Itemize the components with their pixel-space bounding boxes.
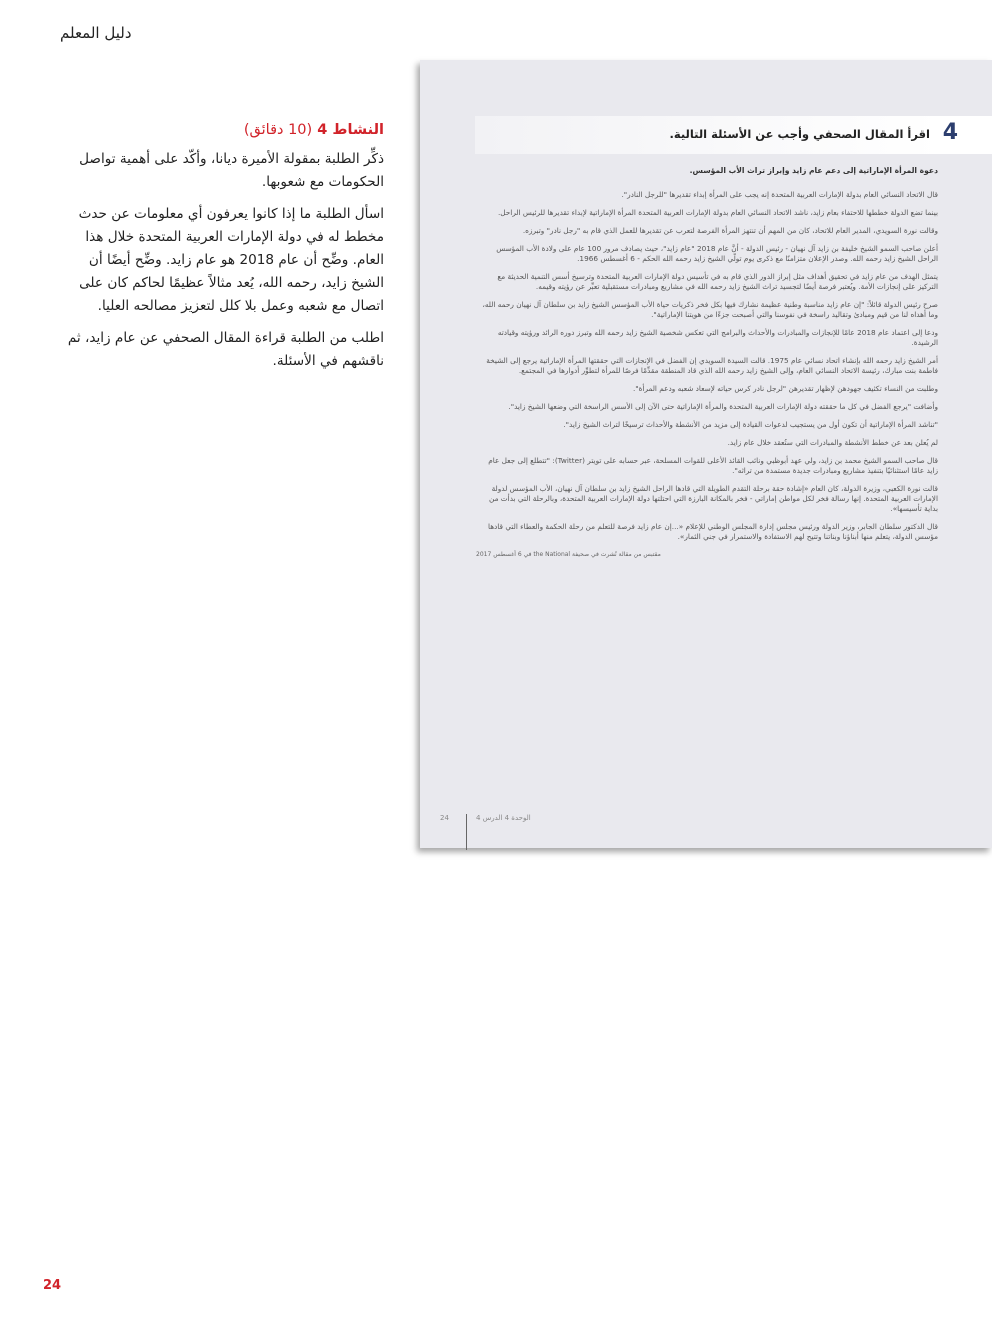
unit-lesson-label: الوحدة 4 الدرس 4 xyxy=(476,814,531,822)
activity-heading xyxy=(62,122,384,138)
question-text: اقرأ المقال الصحفي وأجب عن الأسئلة التالية. xyxy=(669,127,930,141)
article-paragraph: ودعا إلى اعتماد عام 2018 عامًا للإنجازات والمبادرات والأحداث والبرامج التي تعكس شخصية الشيخ زايد رحمه الله وتبرز دوره الرائد ورؤيته وقيادته الرشيدة. xyxy=(497,328,938,347)
article-paragraph: يتمثل الهدف من عام زايد في تحقيق أهداف مثل إبراز الدور الذي قام به في تأسيس دولة الإمارات العربية المتحدة وترسيخ أسس التنمية الحديثة مع التركيز على إنجازات الأمة. ويُعتبر فرصة أيضًا لتجسيد تراث الشيخ زايد رحمه الله في مشاريع ومبادرات مستقبلية تعبِّر عن رؤيته وقيمه. xyxy=(497,272,938,291)
article-paragraph: قال صاحب السمو الشيخ محمد بن زايد، ولي عهد أبوظبي ونائب القائد الأعلى للقوات المسلحة، عبر حسابه على تويتر (Twitter): "تتطلع إلى جعل عام زايد عامًا استثنائيًا بتنفيذ مشاريع ومبادرات جديدة مستمدة من تراثه". xyxy=(488,456,938,475)
activity-paragraph: اطلب من الطلبة قراءة المقال الصحفي عن عام زايد، ثم ناقشهم في الأسئلة. xyxy=(67,330,384,369)
article-source: مقتبس من مقالة نُشرت في صحيفة the National في 6 أغسطس 2017 xyxy=(476,551,661,558)
student-page-image xyxy=(420,60,992,848)
newspaper-article xyxy=(476,166,938,560)
page-number: 24 xyxy=(43,1278,62,1293)
activity-paragraph: اسأل الطلبة ما إذا كانوا يعرفون أي معلومات عن حدث مخطط له في دولة الإمارات العربية المتحدة خلال هذا العام. وضِّح أن عام 2018 هو عام زايد. وضِّح أيضًا أن الشيخ زايد، رحمه الله، يُعد مثالاً عظيمًا لحاكم كان على اتصال مع شعبه وعمل بلا كلل لتعزيز مصالحه العليا. xyxy=(78,206,384,314)
activity-title: النشاط 4 xyxy=(317,122,384,138)
article-paragraph: قال الاتحاد النسائي العام بدولة الإمارات العربية المتحدة إنه يجب على المرأة إبداء تقديرها "للرجل النادر". xyxy=(621,190,938,199)
article-paragraph: أعلن صاحب السمو الشيخ خليفة بن زايد آل نهيان - رئيس الدولة - أنَّ عام 2018 "عام زايد"، حيث يصادف مرور 100 عام على ولادة الأب المؤسس الراحل الشيخ زايد رحمه الله. وصدر الإعلان متزامنًا مع ذكرى يوم تولّي الشيخ زايد رحمه الله الحكم - 6 أغسطس 1966. xyxy=(496,244,938,263)
activity-section xyxy=(62,122,384,382)
student-page-number: 24 xyxy=(440,814,449,822)
question-number: 4 xyxy=(942,120,958,145)
guide-title: دليل المعلم xyxy=(60,24,132,42)
article-paragraph: قالت نورة الكعبي، وزيرة الدولة، كان العام «إشادة حقة برحلة التقدم الطويلة التي قادها الراحل الشيخ زايد بن سلطان آل نهيان، الأب المؤسس لدولة الإمارات العربية المتحدة. إنها رسالة فخر لكل مواطن إماراتي - فخر بالمكانة البارزة التي احتلتها دولة الإمارات العربية المتحدة، وبالرحلة التي بدأت من بداية تأسيسها». xyxy=(489,484,938,513)
article-paragraph: صرح رئيس الدولة قائلاً: "إن عام زايد مناسبة وطنية عظيمة نشارك فيها بكل فخر ذكريات حياة الأب المؤسس الشيخ زايد بن سلطان آل نهيان رحمه الله، وما أهداه لنا من قيم ومبادئ وتقاليد راسخة في نفوسنا والتي أصبحت جزءًا من هويتنا الإماراتية". xyxy=(482,300,938,319)
footer-divider xyxy=(466,814,467,850)
article-paragraph: لم يُعلن بعد عن خطط الأنشطة والمبادرات التي ستُعقد خلال عام زايد. xyxy=(727,438,938,447)
article-paragraph: قال الدكتور سلطان الجابر، وزير الدولة ورئيس مجلس إدارة المجلس الوطني للإعلام «...إن عام زايد فرصة للتعلم من رحلة الحكمة والعطاء التي قادها مؤسس الدولة، يتعلم منها أبناؤنا وبناتنا وتتيح لهم الاستفادة والاستمرار في جني الثمار». xyxy=(487,522,938,541)
article-title: دعوة المرأة الإماراتية إلى دعم عام زايد وإبراز تراث الأب المؤسس. xyxy=(689,166,938,175)
question-header xyxy=(475,116,992,154)
article-paragraph: أمر الشيخ زايد رحمه الله بإنشاء اتحاد نسائي عام 1975. قالت السيدة السويدي إن الفضل في الإنجازات التي حققتها المرأة الإماراتية يرجع إلى الشيخة فاطمة بنت مبارك، رئيسة الاتحاد النسائي العام، وإلى الشيخ زايد رحمه الله الذي قاد المنطقة مقدِّمًا فرصًا للمرأة لتطوِّر أدوارها في المجتمع. xyxy=(486,356,938,375)
article-paragraph: وأضافت "يرجع الفضل في كل ما حققته دولة الإمارات العربية المتحدة والمرأة الإماراتية حتى الآن إلى الأسس الراسخة التي وضعها الشيخ زايد". xyxy=(508,402,938,411)
activity-paragraph: ذكِّر الطلبة بمقولة الأميرة ديانا، وأكّد على أهمية تواصل الحكومات مع شعوبها. xyxy=(79,151,384,190)
article-paragraph: وقالت نورة السويدي، المدير العام للاتحاد، كان من المهم أن تنتهز المرأة الفرصة لتعرب عن تقديرها للعمل الذي قام به "رجل نادر" وتبرزه. xyxy=(522,226,938,235)
activity-duration: (10 دقائق) xyxy=(243,122,313,138)
article-paragraph: وطلبت من النساء تكثيف جهودهن لإظهار تقديرهن "لرجل نادر كرس حياته لإسعاد شعبه ودعم المرأة". xyxy=(632,384,938,393)
article-paragraph: بينما تضع الدولة خططها للاحتفاء بعام زايد، ناشد الاتحاد النسائي العام بدولة الإمارات العربية المتحدة المرأة الإماراتية لإبداء تقديرها للرئيس الراحل. xyxy=(497,208,938,217)
article-paragraph: "تناشد المرأة الإماراتية أن تكون أول من يستجيب لدعوات القيادة إلى مزيد من الأنشطة والأحداث ترسيخًا لتراث الشيخ زايد". xyxy=(563,420,938,429)
